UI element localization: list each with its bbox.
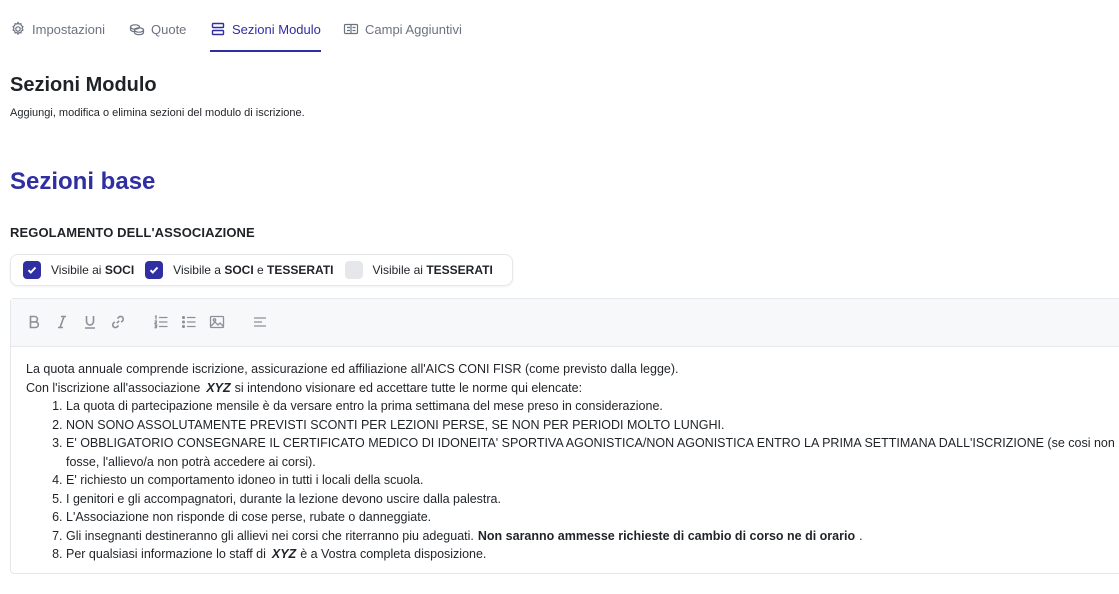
paragraph: La quota annuale comprende iscrizione, assicurazione ed affiliazione all'AICS CONI FISR (come previsto dalla legge). — [26, 362, 679, 376]
tab-impostazioni[interactable] — [10, 14, 105, 52]
form-fields-icon — [343, 22, 359, 40]
visibility-options — [10, 254, 513, 286]
section-title: Sezioni base — [10, 168, 156, 195]
underline-icon[interactable] — [80, 312, 100, 332]
link-icon[interactable] — [108, 312, 128, 332]
visible-tesserati-checkbox[interactable] — [345, 261, 493, 279]
tab-label: Campi Aggiuntivi — [365, 22, 462, 37]
visible-soci-checkbox[interactable] — [23, 261, 134, 279]
paragraph: Con l'iscrizione all'associazione XYZ si intendono visionare ed accettare tutte le norme qui elencate: — [26, 380, 583, 395]
list-item: 8. Per qualsiasi informazione lo staff di XYZ è a Vostra completa disposizione. — [66, 545, 1119, 564]
subsection-title: REGOLAMENTO DELL'ASSOCIAZIONE — [10, 225, 255, 240]
editor-toolbar — [11, 299, 1119, 347]
tab-label: Sezioni Modulo — [232, 22, 321, 37]
tab-quote[interactable] — [129, 14, 186, 52]
italic-icon[interactable] — [52, 312, 72, 332]
bold-icon[interactable] — [24, 312, 44, 332]
list-item: 5. I genitori e gli accompagnatori, durante la lezione devono uscire dalla palestra. — [66, 490, 1119, 509]
rows-icon — [210, 22, 226, 40]
rules-list — [26, 397, 1119, 564]
list-item: 3. E' OBBLIGATORIO CONSEGNARE IL CERTIFICATO MEDICO DI IDONEITA' SPORTIVA AGONISTICA/NON AGONISTICA ENTRO LA PRIMA SETTIMANA DALL'ISCRIZIONE (se cosi non fosse, l'allievo/a non potrà accedere ai corsi). — [66, 434, 1119, 471]
align-left-icon[interactable] — [250, 312, 270, 332]
tab-label: Impostazioni — [32, 22, 105, 37]
rich-text-editor[interactable] — [10, 298, 1119, 574]
checkbox-label: Visibile ai SOCI — [51, 263, 135, 277]
list-item: 1. La quota di partecipazione mensile è da versare entro la prima settimana del mese preso in considerazione. — [66, 397, 1119, 416]
list-item: 6. L'Associazione non risponde di cose perse, rubate o danneggiate. — [66, 508, 1119, 527]
page-title: Sezioni Modulo — [10, 74, 157, 96]
image-icon[interactable] — [207, 312, 227, 332]
tab-label: Quote — [151, 22, 187, 37]
visible-soci-tesserati-checkbox[interactable] — [145, 261, 333, 279]
checkbox-checked[interactable] — [145, 261, 163, 279]
editor-content[interactable] — [11, 347, 1119, 564]
checkbox-checked[interactable] — [23, 261, 41, 279]
checkbox-unchecked[interactable] — [345, 261, 363, 279]
bullet-list-icon[interactable] — [179, 312, 199, 332]
list-item: 2. NON SONO ASSOLUTAMENTE PREVISTI SCONTI PER LEZIONI PERSE, SE NON PER PERIODI MOLTO LUNGHI. — [66, 416, 1119, 435]
list-item: 7. Gli insegnanti destineranno gli allievi nei corsi che riterranno piu adeguati. Non saranno ammesse richieste di cambio di corso ne di orario . — [66, 527, 1119, 546]
tab-sezioni-modulo[interactable] — [210, 14, 321, 52]
gear-icon — [10, 22, 26, 40]
tab-campi-aggiuntivi[interactable] — [343, 14, 462, 52]
checkbox-label: Visibile ai TESSERATI — [372, 263, 493, 277]
page-subtitle: Aggiungi, modifica o elimina sezioni del modulo di iscrizione. — [10, 107, 305, 119]
ordered-list-icon[interactable] — [151, 312, 171, 332]
checkbox-label: Visibile a SOCI e TESSERATI — [173, 263, 334, 277]
list-item: 4. E' richiesto un comportamento idoneo in tutti i locali della scuola. — [66, 471, 1119, 490]
tab-bar — [0, 0, 1119, 52]
coins-icon — [129, 22, 145, 40]
